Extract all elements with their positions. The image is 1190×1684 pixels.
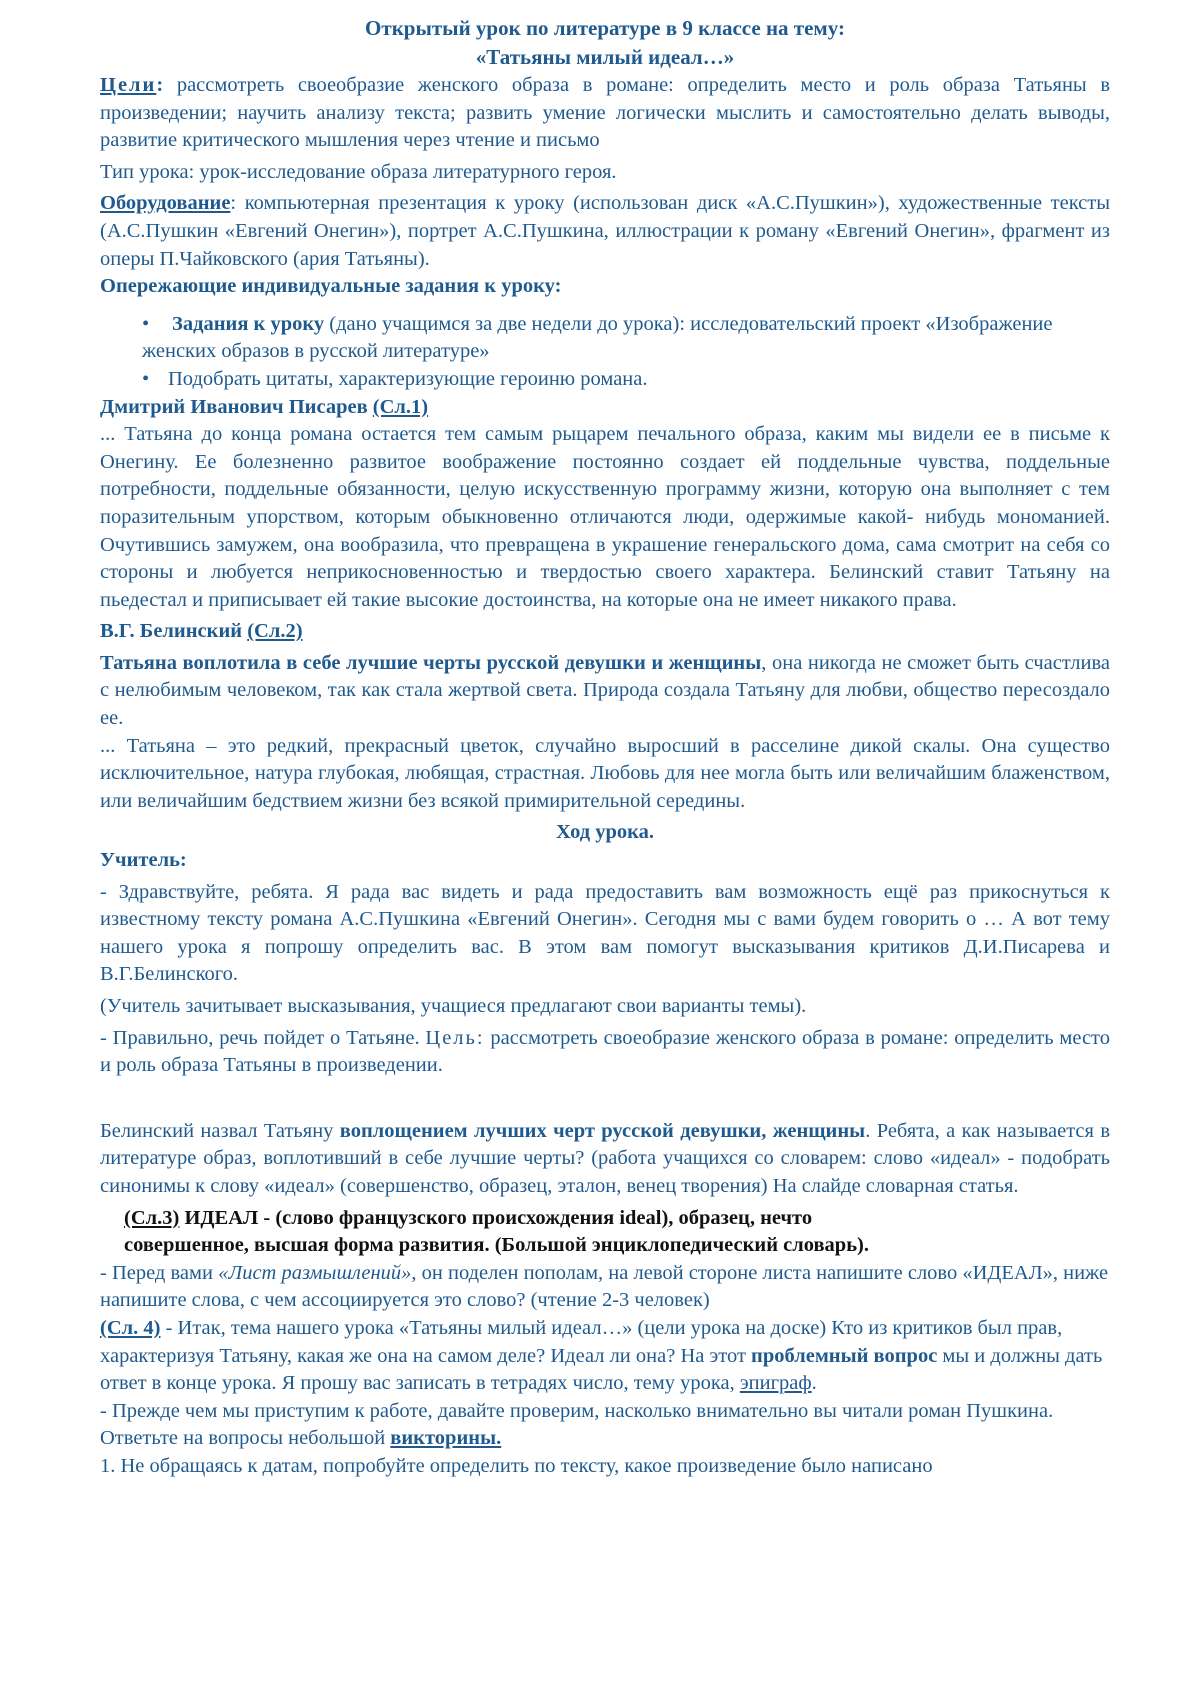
equipment-text: : компьютерная презентация к уроку (использован диск «А.С.Пушкин»), художественные тексты (А.С.Пушкин «Евгений Онегин»), портрет А.С.Пушкина, иллюстрации к роману «Евгений Онегин», фрагмент из оперы П.Чайковского (ария Татьяны). xyxy=(100,192,1110,270)
task-item-1 xyxy=(100,311,1110,366)
teacher-paragraph-3 xyxy=(100,1025,1110,1080)
ideal-definition-text-1: ИДЕАЛ - (слово французского происхождения ideal), образец, нечто xyxy=(179,1206,813,1229)
ideal-definition xyxy=(124,1205,1110,1260)
p3-goal-label: Цель: xyxy=(425,1026,485,1049)
task-item-2-text: Подобрать цитаты, характеризующие героиню романа. xyxy=(168,367,648,390)
ideal-slide-ref: (Сл.3) xyxy=(124,1206,180,1229)
slide4-text-3: . xyxy=(811,1372,817,1395)
ideal-paragraph xyxy=(100,1118,1110,1201)
slide4-text-2: мы и должны дать ответ в конце урока. Я прошу вас записать в тетрадях число, тему урока, xyxy=(100,1344,1103,1395)
quiz-question-1: 1. Не обращаясь к датам, попробуйте определить по тексту, какое произведение было написано xyxy=(100,1454,933,1477)
goals-label: Цели xyxy=(100,74,157,96)
belinsky-quote-2: ... Татьяна – это редкий, прекрасный цветок, случайно выросший в расселине дикой скалы. Она существо исключительное, натура глубокая, любящая, страстная. Любовь для нее могла быть или величайшим блаженством, или величайшим бедствием жизни без всякой примирительной середины. xyxy=(100,734,1110,812)
slide4-text-1: - Итак, тема нашего урока «Татьяны милый идеал…» (цели урока на доске) Кто из критиков был прав, характеризуя Татьяну, какая же она на самом деле? Идеал ли она? На этот xyxy=(100,1316,1063,1367)
bullet-icon: • xyxy=(142,367,150,390)
reflection-paragraph xyxy=(100,1260,1110,1315)
slide4-ref: (Сл. 4) xyxy=(100,1316,161,1339)
task-item-1-text: (дано учащимся за две недели до урока): исследовательский проект «Изображение женских образов в русской литературе» xyxy=(142,312,1053,363)
equipment-paragraph xyxy=(100,190,1110,273)
pisarev-slide-ref: (Сл.1) xyxy=(372,395,429,418)
advance-tasks-heading: Опережающие индивидуальные задания к уроку: xyxy=(100,275,562,298)
belinsky-quote-1 xyxy=(100,650,1110,733)
ideal-end: . Ребята, а как называется в литературе образ, воплотивший в себе лучшие черты? (работа учащихся со словарем: слово «идеал» - подобрать синонимы к слову «идеал» (совершенство, образец, эталон, венец творения) На слайде словарная статья. xyxy=(100,1119,1110,1197)
p3-start: - Правильно, речь пойдет о Татьяне. xyxy=(100,1026,426,1049)
goals-colon: : xyxy=(156,74,164,96)
p3-end: рассмотреть своеобразие женского образа в романе: определить место и роль образа Татьяны в произведении. xyxy=(100,1026,1110,1077)
epigraph-link[interactable]: эпиграф xyxy=(739,1372,812,1395)
advance-tasks-list xyxy=(100,311,1110,394)
reflection-start: - Перед вами xyxy=(100,1261,219,1284)
ideal-start: Белинский назвал Татьяну xyxy=(100,1119,340,1142)
slide4-bold: проблемный вопрос xyxy=(751,1344,938,1367)
ideal-definition-line-1 xyxy=(124,1205,1110,1233)
title-line-1: Открытый урок по литературе в 9 классе на тему: xyxy=(365,16,845,40)
reflection-italic: «Лист размышлений» xyxy=(218,1261,412,1284)
quiz-paragraph xyxy=(100,1398,1110,1453)
title-line-2: «Татьяны милый идеал…» xyxy=(475,45,735,69)
equipment-label: Оборудование xyxy=(100,192,231,215)
task-item-2 xyxy=(100,366,1110,394)
progress-heading: Ход урока. xyxy=(555,821,655,844)
belinsky-heading xyxy=(100,618,1110,646)
belinsky-name: В.Г. Белинский xyxy=(100,620,248,643)
teacher-label: Учитель: xyxy=(100,849,187,872)
ideal-bold: воплощением лучших черт русской девушки, женщины xyxy=(339,1119,866,1142)
task-item-1-bold: Задания к уроку xyxy=(172,312,325,335)
pisarev-name: Дмитрий Иванович Писарев xyxy=(100,395,373,418)
teacher-paragraph-2: (Учитель зачитывает высказывания, учащиеся предлагают свои варианты темы). xyxy=(100,995,807,1017)
goals-paragraph xyxy=(100,72,1110,155)
belinsky-text-1: , она никогда не сможет быть счастлива с нелюбимым человеком, так как стала жертвой света. Природа создала Татьяну для любви, общество пересоздало ее. xyxy=(100,651,1110,730)
belinsky-bold-lead: Татьяна воплотила в себе лучшие черты русской девушки и женщины xyxy=(100,651,762,674)
teacher-paragraph-1: - Здравствуйте, ребята. Я рада вас видеть и рада предоставить вам возможность ещё раз прикоснуться к известному тексту романа А.С.Пушкина «Евгений Онегин». Сегодня мы с вами будем говорить о … А вот тему нашего урока я попрошу определить вас. В этом вам помогут высказывания критиков Д.И.Писарева и В.Г.Белинского. xyxy=(100,880,1110,986)
quiz-text: - Прежде чем мы приступим к работе, давайте проверим, насколько внимательно вы читали роман Пушкина. Ответьте на вопросы небольшой xyxy=(100,1399,1054,1450)
reflection-end: , он поделен пополам, на левой стороне листа напишите слово «ИДЕАЛ», ниже напишите слова, с чем ассоциируется это слово? (чтение 2-3 человек) xyxy=(100,1261,1109,1312)
pisarev-quote: ... Татьяна до конца романа остается тем самым рыцарем печального образа, каким мы видели ее в письме к Онегину. Ее болезненно развитое воображение постоянно создает ей поддельные чувства, поддельные потребности, поддельные обязанности, целую искусственную программу жизни, которую она выполняет с тем поразительным упорством, которым обыкновенно отличаются люди, одержимые какой- нибудь мономанией. Очутившись замужем, она вообразила, что превращена в украшение генеральского дома, сама смотрит на себя со стороны и любуется неприкосновенностью и твердостью своего характера. Белинский ставит Татьяну на пьедестал и приписывает ей такие высокие достоинства, на которые она не имеет никакого права. xyxy=(100,423,1110,611)
lesson-type: Тип урока: урок-исследование образа литературного героя. xyxy=(100,160,617,183)
pisarev-heading xyxy=(100,394,1110,422)
ideal-definition-line-2: совершенное, высшая форма развития. (Большой энциклопедический словарь). xyxy=(124,1234,869,1257)
quiz-bold: викторины. xyxy=(390,1427,502,1450)
goals-text: рассмотреть своеобразие женского образа в романе: определить место и роль образа Татьяны в произведении; научить анализу текста; развить умение логически мыслить и самостоятельно делать выводы, развитие критического мышления через чтение и письмо xyxy=(100,74,1110,152)
bullet-icon: • xyxy=(142,312,150,335)
slide4-paragraph xyxy=(100,1315,1110,1398)
belinsky-slide-ref: (Сл.2) xyxy=(247,620,303,643)
